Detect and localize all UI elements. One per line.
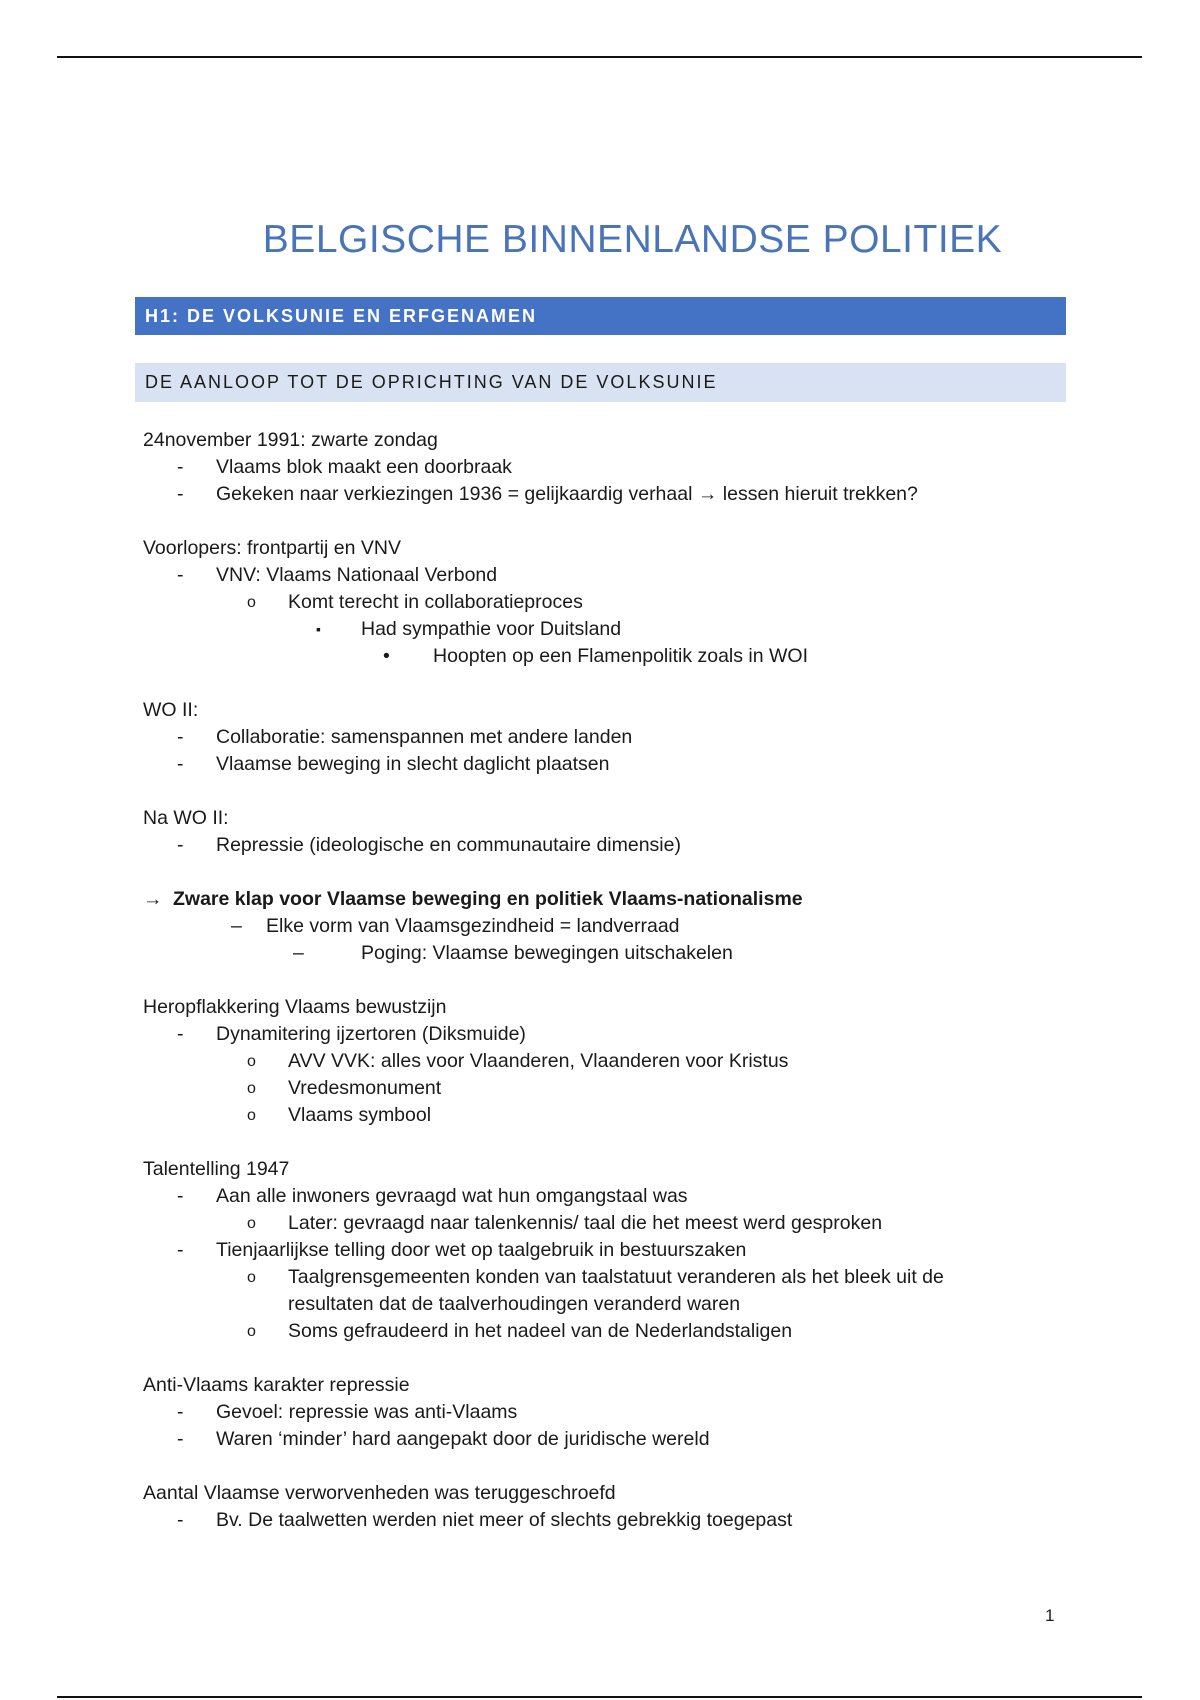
text-line <box>143 643 1103 670</box>
blank-line <box>143 1129 1103 1156</box>
bullet-marker: - <box>177 456 184 478</box>
text-line <box>143 1507 1103 1534</box>
header-rule <box>57 56 1142 58</box>
text-line <box>143 886 1103 913</box>
line-text: Collaboratie: samenspannen met andere landen <box>216 726 633 748</box>
line-text: Tienjaarlijkse telling door wet op taalgebruik in bestuurszaken <box>216 1239 747 1261</box>
line-text: Vlaamse beweging in slecht daglicht plaatsen <box>216 753 610 775</box>
text-line <box>143 1480 1103 1507</box>
blank-line <box>143 1345 1103 1372</box>
blank-line <box>143 1453 1103 1480</box>
text-line <box>143 751 1103 778</box>
bullet-marker: – <box>231 915 242 937</box>
text-line <box>143 1426 1103 1453</box>
heading-1-bar: H1: DE VOLKSUNIE EN ERFGENAMEN <box>135 297 1066 335</box>
text-line <box>143 724 1103 751</box>
bullet-marker: o <box>247 594 256 611</box>
line-text: Vlaams blok maakt een doorbraak <box>216 456 512 478</box>
blank-line <box>143 508 1103 535</box>
bullet-marker: - <box>177 1185 184 1207</box>
bullet-marker: • <box>383 645 390 667</box>
line-text: Komt terecht in collaboratieproces <box>288 591 583 613</box>
bullet-marker: - <box>177 1428 184 1450</box>
text-line <box>143 1048 1103 1075</box>
text-line <box>143 1156 1103 1183</box>
line-text: Poging: Vlaamse bewegingen uitschakelen <box>361 942 733 964</box>
text-line <box>143 832 1103 859</box>
footer-rule <box>57 1696 1142 1698</box>
bullet-marker: ▪ <box>316 621 321 637</box>
blank-line <box>143 778 1103 805</box>
line-text: Na WO II: <box>143 807 229 829</box>
bullet-marker: - <box>177 1401 184 1423</box>
blank-line <box>143 670 1103 697</box>
line-text: Aan alle inwoners gevraagd wat hun omgangstaal was <box>216 1185 688 1207</box>
bullet-marker: o <box>247 1107 256 1124</box>
line-text: Taalgrensgemeenten konden van taalstatuut veranderen als het bleek uit de <box>288 1266 944 1288</box>
line-text: 24november 1991: zwarte zondag <box>143 429 438 451</box>
blank-line <box>143 859 1103 886</box>
bullet-marker: - <box>177 1509 184 1531</box>
line-text: Anti-Vlaams karakter repressie <box>143 1374 410 1396</box>
bullet-marker: – <box>293 942 304 964</box>
line-text: Vlaams symbool <box>288 1104 432 1126</box>
bullet-marker: - <box>177 564 184 586</box>
text-line <box>143 1399 1103 1426</box>
bullet-marker: o <box>247 1080 256 1097</box>
arrow-icon: → <box>143 888 163 910</box>
line-text: resultaten dat de taalverhoudingen veranderd waren <box>288 1293 741 1315</box>
text-line <box>143 616 1103 643</box>
line-text: Elke vorm van Vlaamsgezindheid = landverraad <box>266 915 680 937</box>
text-line <box>143 1237 1103 1264</box>
line-text: WO II: <box>143 699 199 721</box>
line-text: AVV VVK: alles voor Vlaanderen, Vlaanderen voor Kristus <box>288 1050 789 1072</box>
line-text: Gekeken naar verkiezingen 1936 = gelijkaardig verhaal → lessen hieruit trekken? <box>216 483 918 505</box>
line-text: Bv. De taalwetten werden niet meer of slechts gebrekkig toegepast <box>216 1509 793 1531</box>
line-text: Later: gevraagd naar talenkennis/ taal die het meest werd gesproken <box>288 1212 883 1234</box>
text-line <box>143 1021 1103 1048</box>
line-text: Heropflakkering Vlaams bewustzijn <box>143 996 447 1018</box>
heading-2-bar: DE AANLOOP TOT DE OPRICHTING VAN DE VOLKSUNIE <box>135 363 1066 402</box>
line-text: Talentelling 1947 <box>143 1158 290 1180</box>
line-text: Soms gefraudeerd in het nadeel van de Nederlandstaligen <box>288 1320 793 1342</box>
text-line <box>143 454 1103 481</box>
line-text: Gevoel: repressie was anti-Vlaams <box>216 1401 518 1423</box>
bullet-marker: o <box>247 1323 256 1340</box>
bullet-marker: - <box>177 834 184 856</box>
line-text: Hoopten op een Flamenpolitik zoals in WOI <box>433 645 809 667</box>
line-text: Aantal Vlaamse verworvenheden was teruggeschroefd <box>143 1482 616 1504</box>
text-line <box>143 805 1103 832</box>
line-text: Repressie (ideologische en communautaire dimensie) <box>216 834 681 856</box>
line-text: Voorlopers: frontpartij en VNV <box>143 537 401 559</box>
text-line <box>143 427 1103 454</box>
bullet-marker: o <box>247 1269 256 1286</box>
line-text: Zware klap voor Vlaamse beweging en politiek Vlaams-nationalisme <box>173 888 803 910</box>
text-line <box>143 1102 1103 1129</box>
text-line <box>143 562 1103 589</box>
page-number: 1 <box>1045 1606 1055 1625</box>
text-line <box>143 913 1103 940</box>
document-title: BELGISCHE BINNENLANDSE POLITIEK <box>262 218 1003 261</box>
line-text: Dynamitering ijzertoren (Diksmuide) <box>216 1023 526 1045</box>
text-line <box>143 589 1103 616</box>
text-line <box>143 1075 1103 1102</box>
bullet-marker: - <box>177 483 184 505</box>
bullet-marker: - <box>177 1239 184 1261</box>
line-text: Had sympathie voor Duitsland <box>361 618 622 640</box>
text-line <box>143 1318 1103 1345</box>
text-line <box>143 481 1103 508</box>
text-line <box>143 1372 1103 1399</box>
bullet-marker: - <box>177 753 184 775</box>
text-line <box>143 1291 1103 1318</box>
bullet-marker: - <box>177 1023 184 1045</box>
text-line <box>143 994 1103 1021</box>
line-text: VNV: Vlaams Nationaal Verbond <box>216 564 498 586</box>
text-line <box>143 1264 1103 1291</box>
text-line <box>143 697 1103 724</box>
text-line <box>143 535 1103 562</box>
bullet-marker: o <box>247 1053 256 1070</box>
blank-line <box>143 967 1103 994</box>
text-line <box>143 1183 1103 1210</box>
line-text: Vredesmonument <box>288 1077 442 1099</box>
text-line <box>143 1210 1103 1237</box>
text-line <box>143 940 1103 967</box>
bullet-marker: - <box>177 726 184 748</box>
bullet-marker: o <box>247 1215 256 1232</box>
document-body <box>143 427 1103 1534</box>
line-text: Waren ‘minder’ hard aangepakt door de juridische wereld <box>216 1428 710 1450</box>
